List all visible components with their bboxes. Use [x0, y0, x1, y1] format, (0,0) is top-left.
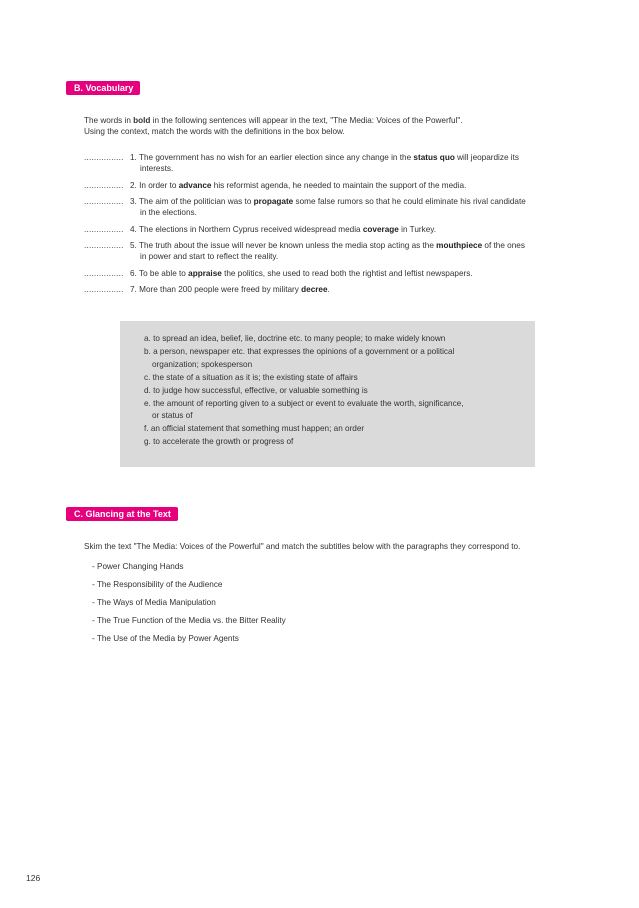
sentence-item: ................ 5. The truth about the issue will never be known unless the media stop acting as the mouthpiece of the ones in power and start to reflect the reality.	[84, 241, 525, 261]
definition-item: c. the state of a situation as it is; the existing state of affairs	[144, 372, 358, 382]
subtitle-item: - The True Function of the Media vs. the Bitter Reality	[92, 616, 286, 625]
vocab-word: decree	[301, 285, 328, 294]
answer-blank[interactable]: ................	[84, 224, 124, 234]
vocab-word: advance	[178, 180, 212, 190]
answer-blank[interactable]: ................	[84, 285, 124, 294]
sentence-item: ................ 4. The elections in Northern Cyprus received widespread media coverage in Turkey.	[84, 224, 437, 234]
subtitle-item: - The Use of the Media by Power Agents	[92, 634, 239, 643]
definition-item: a. to spread an idea, belief, lie, doctrine etc. to many people; to make widely known	[144, 334, 446, 343]
subtitle-item: - Power Changing Hands	[92, 562, 184, 571]
sentence-item: ................ 1. The government has no wish for an earlier election since any change in the status quo will jeopardize its interests.	[84, 153, 519, 173]
answer-blank[interactable]: ................	[84, 268, 124, 278]
sentence-item: ................ 6. To be able to appraise the politics, she used to read both the rightist and leftist newspapers.	[84, 268, 473, 278]
instructions-line-2: Using the context, match the words with the definitions in the box below.	[84, 127, 345, 136]
definition-item: g. to accelerate the growth or progress of	[144, 437, 294, 447]
instructions-line-1: The words in bold in the following sentences will appear in the text, "The Media: Voices of the Powerful".	[84, 116, 463, 125]
answer-blank[interactable]: ................	[84, 153, 124, 162]
answer-blank[interactable]: ................	[84, 180, 124, 190]
vocabulary-instructions	[84, 115, 584, 137]
definition-item: d. to judge how successful, effective, or valuable something is	[144, 385, 368, 395]
subtitle-list	[92, 561, 492, 651]
answer-blank[interactable]: ................	[84, 241, 124, 250]
vocab-word: propagate	[253, 197, 294, 206]
definition-item: e. the amount of reporting given to a subject or event to evaluate the worth, significance, or status of	[144, 398, 464, 421]
sentence-item: ................ 7. More than 200 people were freed by military decree.	[84, 285, 330, 294]
page-number: 126	[26, 873, 41, 883]
vocab-word: appraise	[188, 268, 222, 278]
definition-item: f. an official statement that something must happen; an order	[144, 424, 365, 434]
vocab-word: status quo	[413, 153, 455, 162]
subtitle-item: - The Responsibility of the Audience	[92, 580, 223, 589]
section-c-tag: C. Glancing at the Text	[66, 507, 178, 521]
section-b-tag: B. Vocabulary	[66, 81, 140, 95]
vocabulary-sentences	[84, 152, 594, 301]
sentence-item: ................ 3. The aim of the politician was to propagate some false rumors so that he could eliminate his rival candidate in the elections.	[84, 197, 526, 217]
vocab-word: mouthpiece	[436, 241, 483, 250]
bold-keyword: bold	[133, 116, 151, 125]
skim-instruction: Skim the text "The Media: Voices of the Powerful" and match the subtitles below with the paragraphs they correspond to.	[84, 542, 521, 551]
vocab-word: coverage	[362, 224, 399, 234]
answer-blank[interactable]: ................	[84, 197, 124, 206]
subtitle-item: - The Ways of Media Manipulation	[92, 598, 216, 607]
sentence-item: ................ 2. In order to advance his reformist agenda, he needed to maintain the support of the media.	[84, 180, 467, 190]
definition-item: b. a person, newspaper etc. that expresses the opinions of a government or a political organization; spokesperson	[144, 346, 455, 369]
definitions-list	[144, 333, 524, 449]
